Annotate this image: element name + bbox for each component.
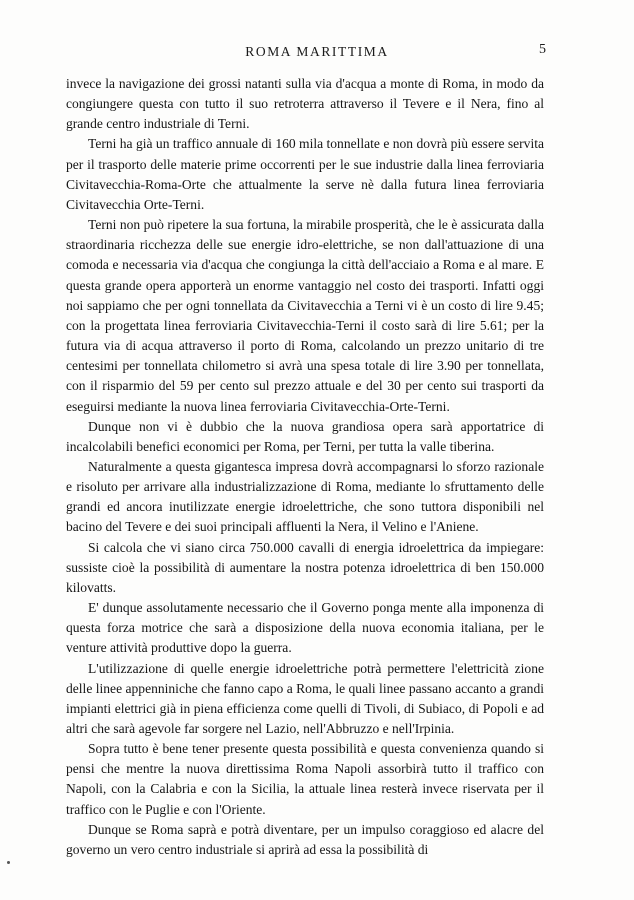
paragraph: Si calcola che vi siano circa 750.000 cavalli di energia idroelettrica da impiegare: sussiste cioè la possibilità di aumentare la nostra potenza idroelettrica di ben 150.000 kilovatts. (66, 539, 544, 595)
paragraph: Terni ha già un traffico annuale di 160 mila tonnellate e non dovrà più essere servita per il trasporto delle materie prime occorrenti per le sue industrie dalla linea ferroviaria Civitavecchia-Roma-Orte che attualmente la serve nè dalla futura linea ferroviaria Civitavecchia Orte-Terni. (66, 136, 544, 212)
paragraph: L'utilizzazione di quelle energie idroelettriche potrà permettere l'elettricità zione delle linee appenniniche che fanno capo a Roma, le quali linee passano accanto a grandi impianti elettrici già in piena efficienza come quelli di Tivoli, di Subiaco, di Popoli e ad altri che sarà agevole far sorgere nel Lazio, nell'Abbruzzo e nell'Irpinia. (66, 660, 544, 736)
paragraph: Dunque se Roma saprà e potrà diventare, per un impulso coraggioso ed alacre del governo un vero centro industriale si aprirà ad essa la possibilità di (66, 821, 544, 857)
scan-speck (7, 861, 10, 864)
paragraph: E' dunque assolutamente necessario che il Governo ponga mente alla imponenza di questa forza motrice che sarà a disposizione della nuova economia italiana, per le venture attività produttive dopo la guerra. (66, 600, 544, 656)
paragraph: Dunque non vi è dubbio che la nuova grandiosa opera sarà apportatrice di incalcolabili benefici economici per Roma, per Terni, per tutta la valle tiberina. (66, 418, 544, 454)
body-text (66, 74, 544, 860)
running-header-title: ROMA MARITTIMA (245, 44, 389, 59)
paragraph: Naturalmente a questa gigantesca impresa dovrà accompagnarsi lo sforzo razionale e risoluto per arrivare alla industrializzazione di Roma, mediante lo sfruttamento delle grandi ed ancora inutilizzate energie idroelettriche, che sono tuttora disponibili nel bacino del Tevere e dei suoi principali affluenti la Nera, il Velino e l'Aniene. (66, 458, 544, 535)
paragraph: Terni non può ripetere la sua fortuna, la mirabile prosperità, che le è assicurata dalla straordinaria ricchezza delle sue energie idro-elettriche, se non dall'attuazione di una comoda e necessaria via d'acqua che congiunga la città dell'acciaio a Roma e al mare. E questa grande opera apporterà un enorme vantaggio nel costo dei trasporti. Infatti oggi noi sappiamo che per ogni tonnellata da Civitavecchia a Terni vi è un costo di lire 9.45; con la progettata linea ferroviaria Civitavecchia-Terni il costo sarà di lire 5.61; per la futura via di acqua attraverso il porto di Roma, calcolando un prezzo unitario di tre centesimi per tonnellata chilometro si avrà una spesa totale di lire 3.90 per tonnellata, con il risparmio del 59 per cento sul prezzo attuale e del 30 per cento sui trasporti da eseguirsi mediante la nuova linea ferroviaria Civitavecchia-Orte-Terni. (66, 217, 544, 414)
paragraph: Sopra tutto è bene tener presente questa possibilità e questa convenienza quando si pensi che mentre la nuova direttissima Roma Napoli assorbirà tutto il traffico con Napoli, con la Calabria e con la Sicilia, la attuale linea resterà invece riservata per il traffico con le Puglie e con l'Oriente. (66, 741, 544, 817)
page-number: 5 (539, 42, 546, 57)
paragraph: invece la navigazione dei grossi natanti sulla via d'acqua a monte di Roma, in modo da congiungere questa con tutto il suo retroterra attraverso il Tevere e il Nera, fino al grande centro industriale di Terni. (66, 76, 544, 132)
